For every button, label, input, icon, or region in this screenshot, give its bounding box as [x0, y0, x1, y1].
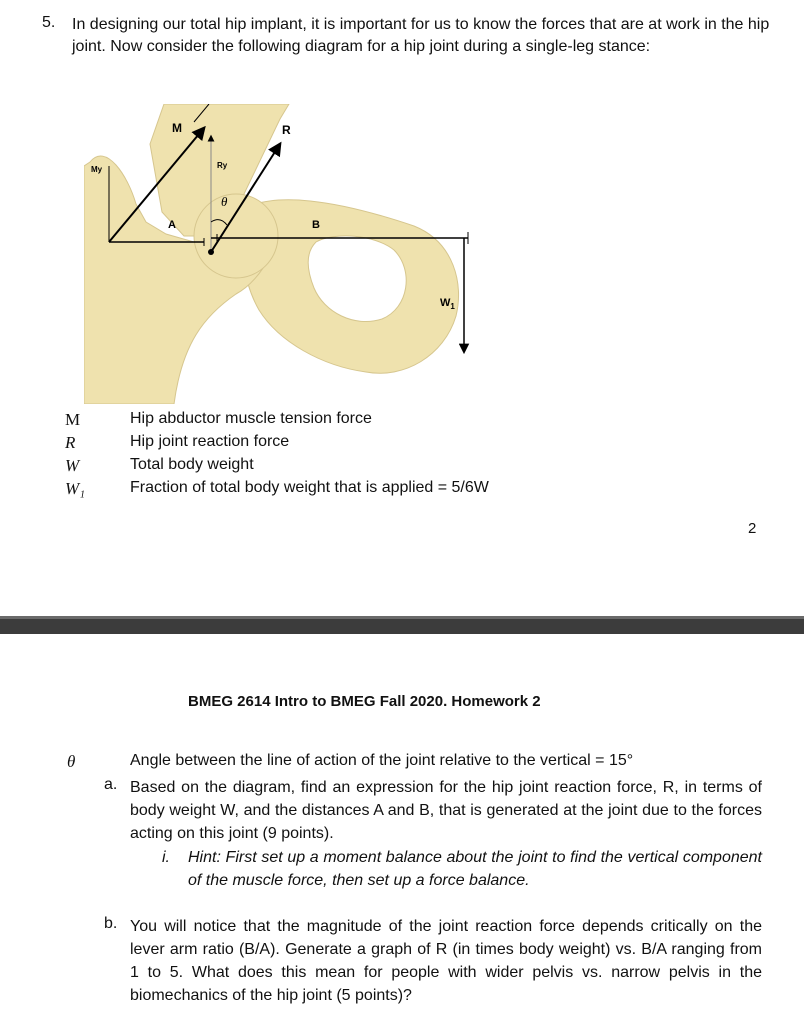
theta-symbol: θ: [67, 752, 76, 771]
page-header: BMEG 2614 Intro to BMEG Fall 2020. Homework 2: [188, 693, 541, 710]
hint-text: Hint: First set up a moment balance about the joint to find the vertical component of the muscle force, then set up a force balance.: [188, 849, 762, 889]
question-number: 5.: [42, 14, 56, 31]
label-a: A: [168, 219, 176, 231]
joint-center-dot: [208, 249, 214, 255]
label-ry: Ry: [217, 161, 228, 170]
legend-description: Hip abductor muscle tension force: [130, 410, 372, 427]
label-my: My: [91, 165, 103, 174]
legend-symbol: W: [65, 456, 80, 475]
legend-description: Hip joint reaction force: [130, 433, 290, 450]
hint-marker: i.: [162, 849, 170, 866]
label-r: R: [282, 123, 291, 137]
legend-symbol: R: [65, 433, 76, 452]
legend-symbol: M: [65, 410, 81, 429]
legend-symbol: W₁: [65, 479, 86, 498]
legend-description: Fraction of total body weight that is applied = 5/6W: [130, 479, 489, 496]
legend: [0, 410, 804, 510]
question-text: In designing our total hip implant, it is important for us to know the forces that are at work in the hip joint. Now consider the following diagram for a hip joint during a single-leg stance:: [72, 16, 770, 55]
label-b: B: [312, 219, 320, 231]
item-b-text: You will notice that the magnitude of the joint reaction force depends critically on the lever arm ratio (B/A). Generate a graph of R (in times body weight) vs. B/A ranging from 1 to 5. What does this mean for people with wider pelvis vs. narrow pelvis in the biomechanics of the hip joint (5 points)?: [130, 918, 762, 1004]
item-b-marker: b.: [104, 915, 118, 932]
label-theta: θ: [221, 194, 228, 209]
item-a-marker: a.: [104, 776, 118, 793]
hip-joint-diagram: [84, 104, 504, 404]
femoral-head-shape: [194, 194, 278, 278]
label-w1: $W_1$: [440, 297, 455, 311]
theta-description: Angle between the line of action of the joint relative to the vertical = 15°: [130, 752, 634, 769]
legend-description: Total body weight: [130, 456, 254, 473]
item-a-text: Based on the diagram, find an expression for the hip joint reaction force, R, in terms of body weight W, and the distances A and B, that is generated at the joint due to the forces acting on this joint (9 points).: [130, 779, 762, 842]
page-number: 2: [748, 520, 757, 537]
page-separator: [0, 616, 804, 634]
label-m: M: [172, 121, 182, 135]
